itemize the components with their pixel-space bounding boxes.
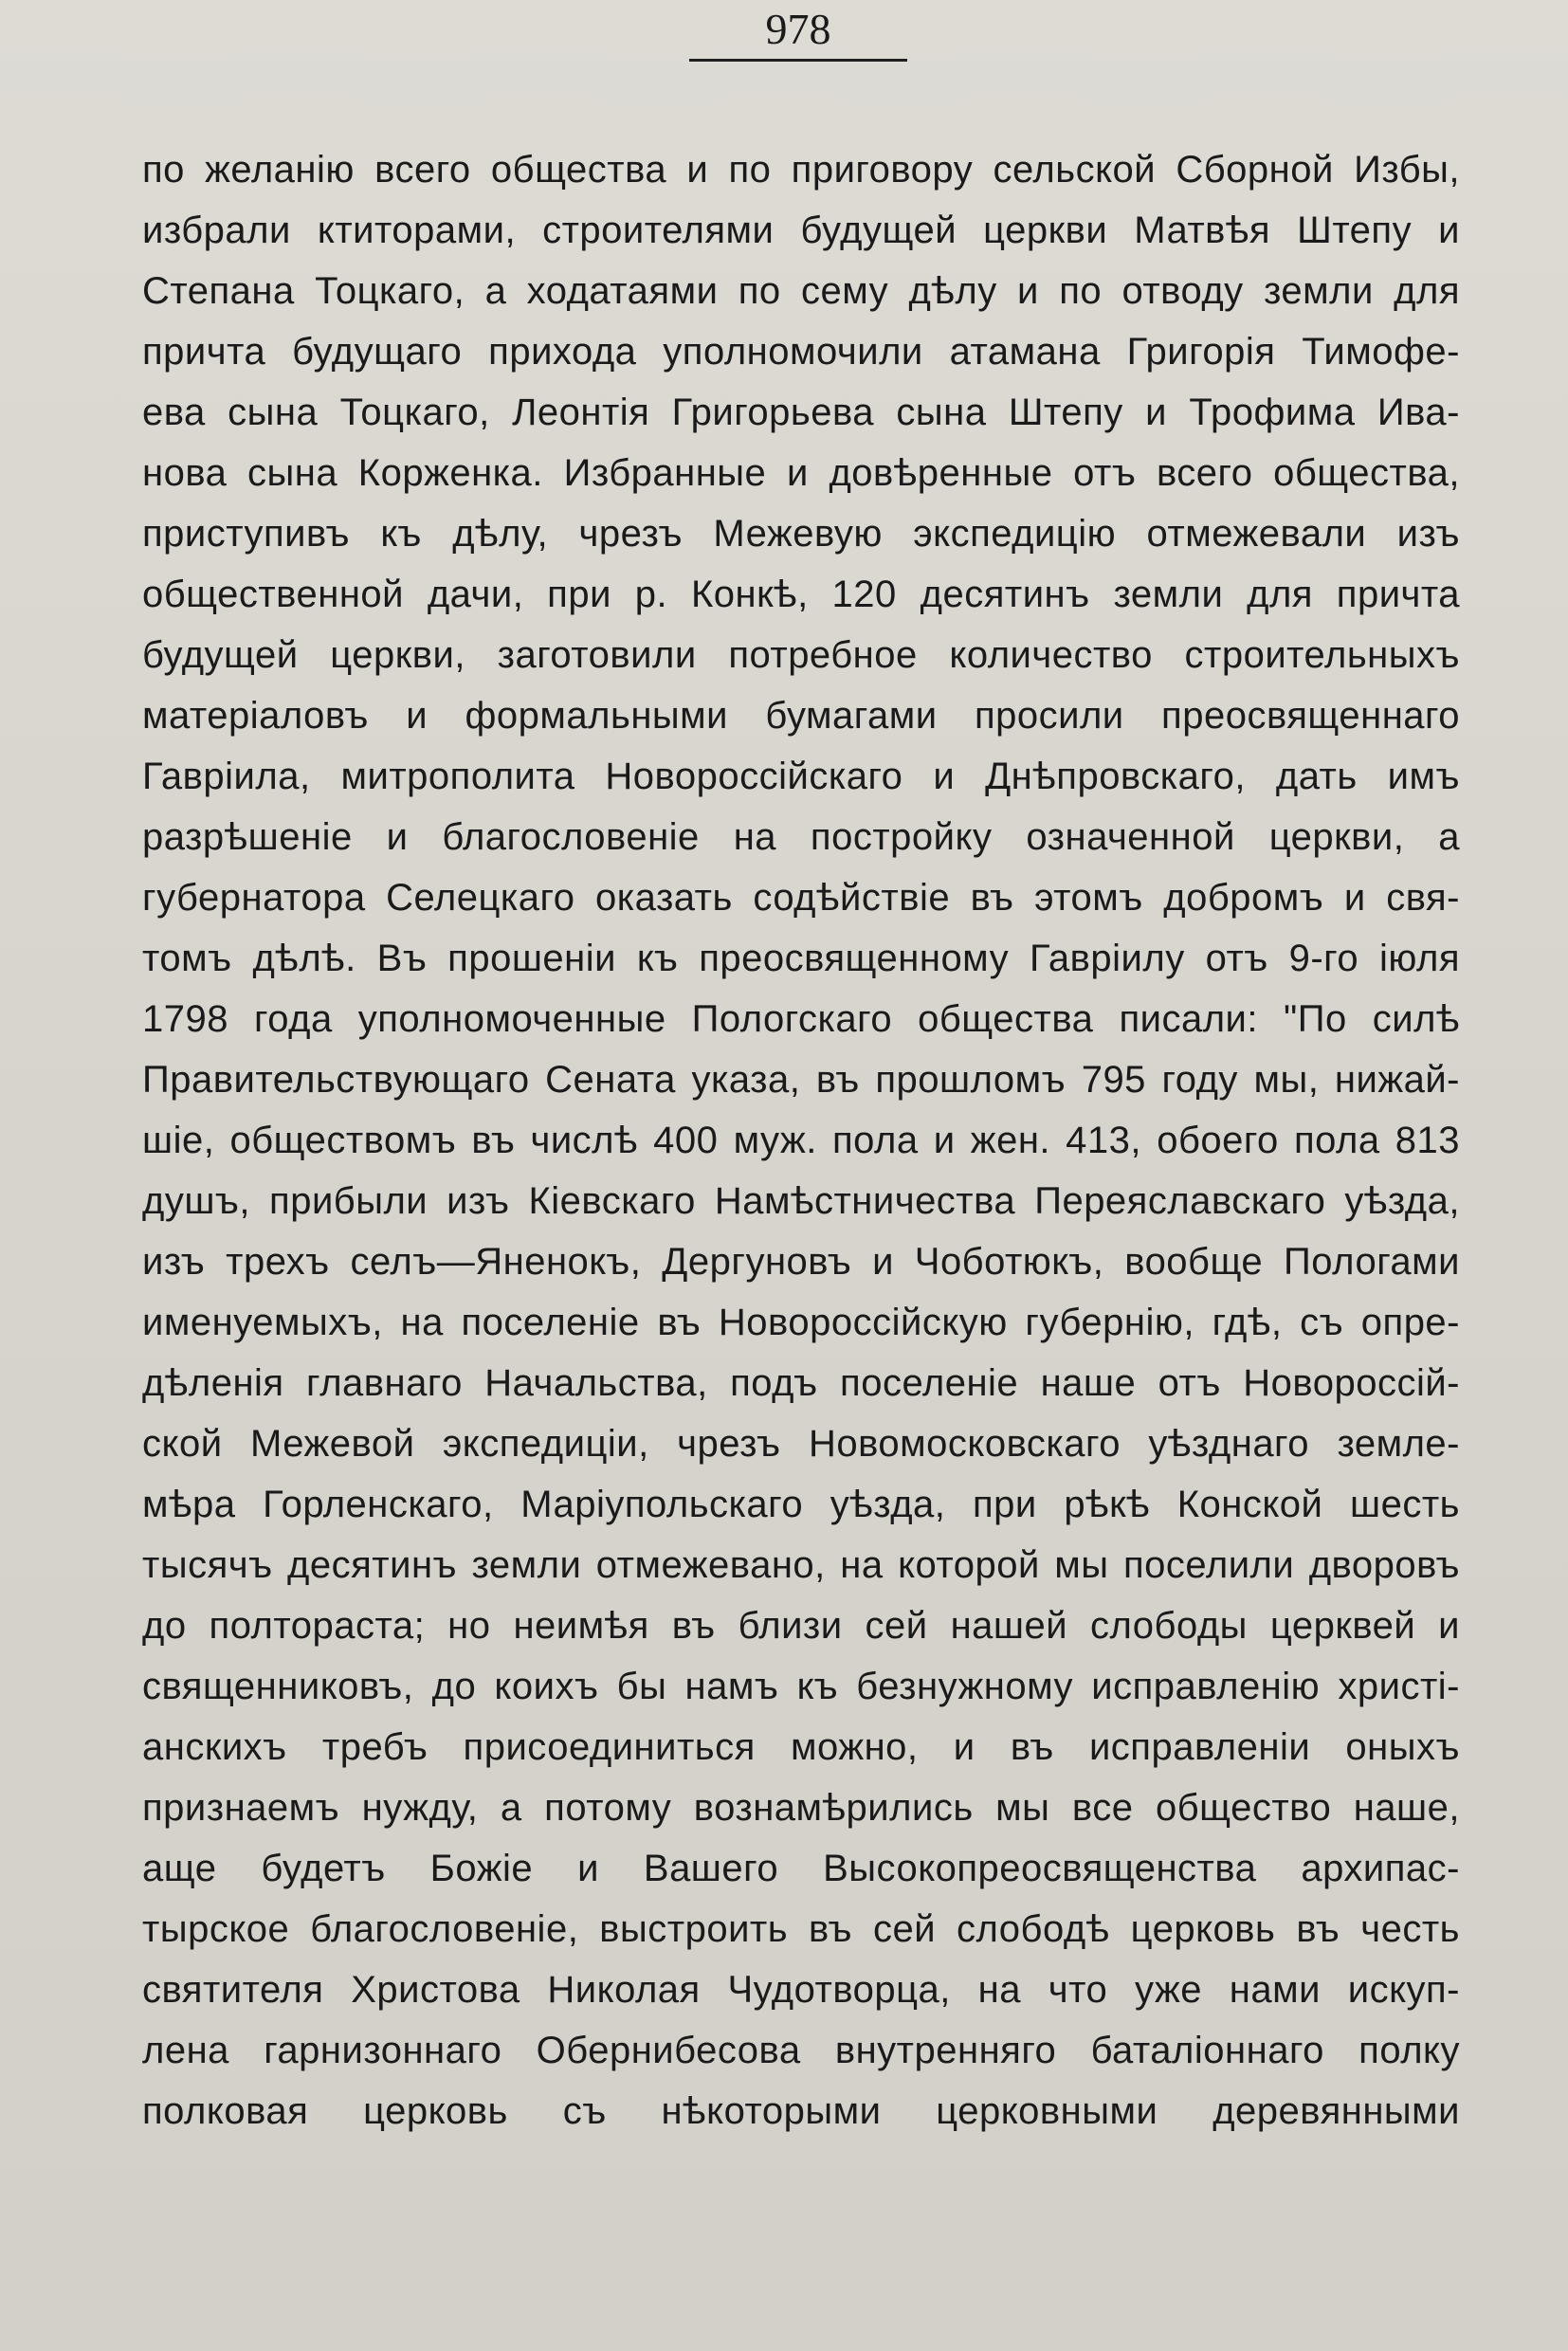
text-line: 1798 года уполномоченные Пологскаго общества писали: "По силѣ <box>142 998 1460 1040</box>
text-line: Степана Тоцкаго, а ходатаями по сему дѣлу и по отводу земли для <box>142 270 1460 312</box>
text-line: причта будущаго прихода уполномочили атамана Григорія Тимофе- <box>142 331 1460 373</box>
text-line: Гавріила, митрополита Новороссійскаго и Днѣпровскаго, дать имъ <box>142 756 1460 797</box>
text-line: томъ дѣлѣ. Въ прошеніи къ преосвященному Гавріилу отъ 9-го іюля <box>142 938 1460 979</box>
text-line: святителя Христова Николая Чудотворца, на что уже нами искуп- <box>142 1969 1460 2011</box>
text-line: мѣра Горленскаго, Маріупольскаго уѣзда, при рѣкѣ Конской шесть <box>142 1484 1460 1525</box>
text-line: анскихъ требъ присоединиться можно, и въ исправленіи оныхъ <box>142 1726 1460 1768</box>
text-line: признаемъ нужду, а потому вознамѣрились мы все общество наше, <box>142 1787 1460 1829</box>
text-line: общественной дачи, при р. Конкѣ, 120 десятинъ земли для причта <box>142 574 1460 615</box>
page-number-rule <box>689 59 907 62</box>
body-text <box>142 139 1460 2141</box>
text-line: ева сына Тоцкаго, Леонтія Григорьева сына Штепу и Трофима Ива- <box>142 392 1460 433</box>
text-line: изъ трехъ селъ—Яненокъ, Дергуновъ и Чоботюкъ, вообще Пологами <box>142 1241 1460 1283</box>
text-line: матеріаловъ и формальными бумагами просили преосвященнаго <box>142 695 1460 737</box>
text-line: будущей церкви, заготовили потребное количество строительныхъ <box>142 634 1460 676</box>
text-line: нова сына Корженка. Избранные и довѣренные отъ всего общества, <box>142 452 1460 494</box>
text-line: душъ, прибыли изъ Кіевскаго Намѣстничества Переяславскаго уѣзда, <box>142 1180 1460 1222</box>
text-line: дѣленія главнаго Начальства, подъ поселеніе наше отъ Новороссій- <box>142 1362 1460 1404</box>
text-line: разрѣшеніе и благословеніе на постройку означенной церкви, а <box>142 816 1460 858</box>
text-line: лена гарнизоннаго Обернибесова внутренняго баталіоннаго полку <box>142 2030 1460 2071</box>
text-line: избрали ктиторами, строителями будущей церкви Матвѣя Штепу и <box>142 210 1460 251</box>
text-line: священниковъ, до коихъ бы намъ къ безнужному исправленію христі- <box>142 1666 1460 1707</box>
text-line: до полтораста; но неимѣя въ близи сей нашей слободы церквей и <box>142 1605 1460 1647</box>
text-line: Правительствующаго Сената указа, въ прошломъ 795 году мы, нижай- <box>142 1059 1460 1101</box>
text-line: тысячъ десятинъ земли отмежевано, на которой мы поселили дворовъ <box>142 1544 1460 1586</box>
text-line: аще будетъ Божіе и Вашего Высокопреосвященства архипас- <box>142 1848 1460 1889</box>
text-line: полковая церковь съ нѣкоторыми церковными деревянными <box>142 2090 1460 2132</box>
text-line: именуемыхъ, на поселеніе въ Новороссійскую губернію, гдѣ, съ опре- <box>142 1302 1460 1343</box>
text-line: тырское благословеніе, выстроить въ сей слободѣ церковь въ честь <box>142 1908 1460 1950</box>
text-line: по желанію всего общества и по приговору сельской Сборной Избы, <box>142 149 1460 191</box>
text-line: губернатора Селецкаго оказать содѣйствіе въ этомъ добромъ и свя- <box>142 877 1460 919</box>
page-number: 978 <box>765 5 831 53</box>
text-line: приступивъ къ дѣлу, чрезъ Межевую экспедицію отмежевали изъ <box>142 513 1460 555</box>
text-line: ской Межевой экспедиціи, чрезъ Новомосковскаго уѣзднаго земле- <box>142 1423 1460 1465</box>
text-line: шіе, обществомъ въ числѣ 400 муж. пола и жен. 413, обоего пола 813 <box>142 1120 1460 1161</box>
